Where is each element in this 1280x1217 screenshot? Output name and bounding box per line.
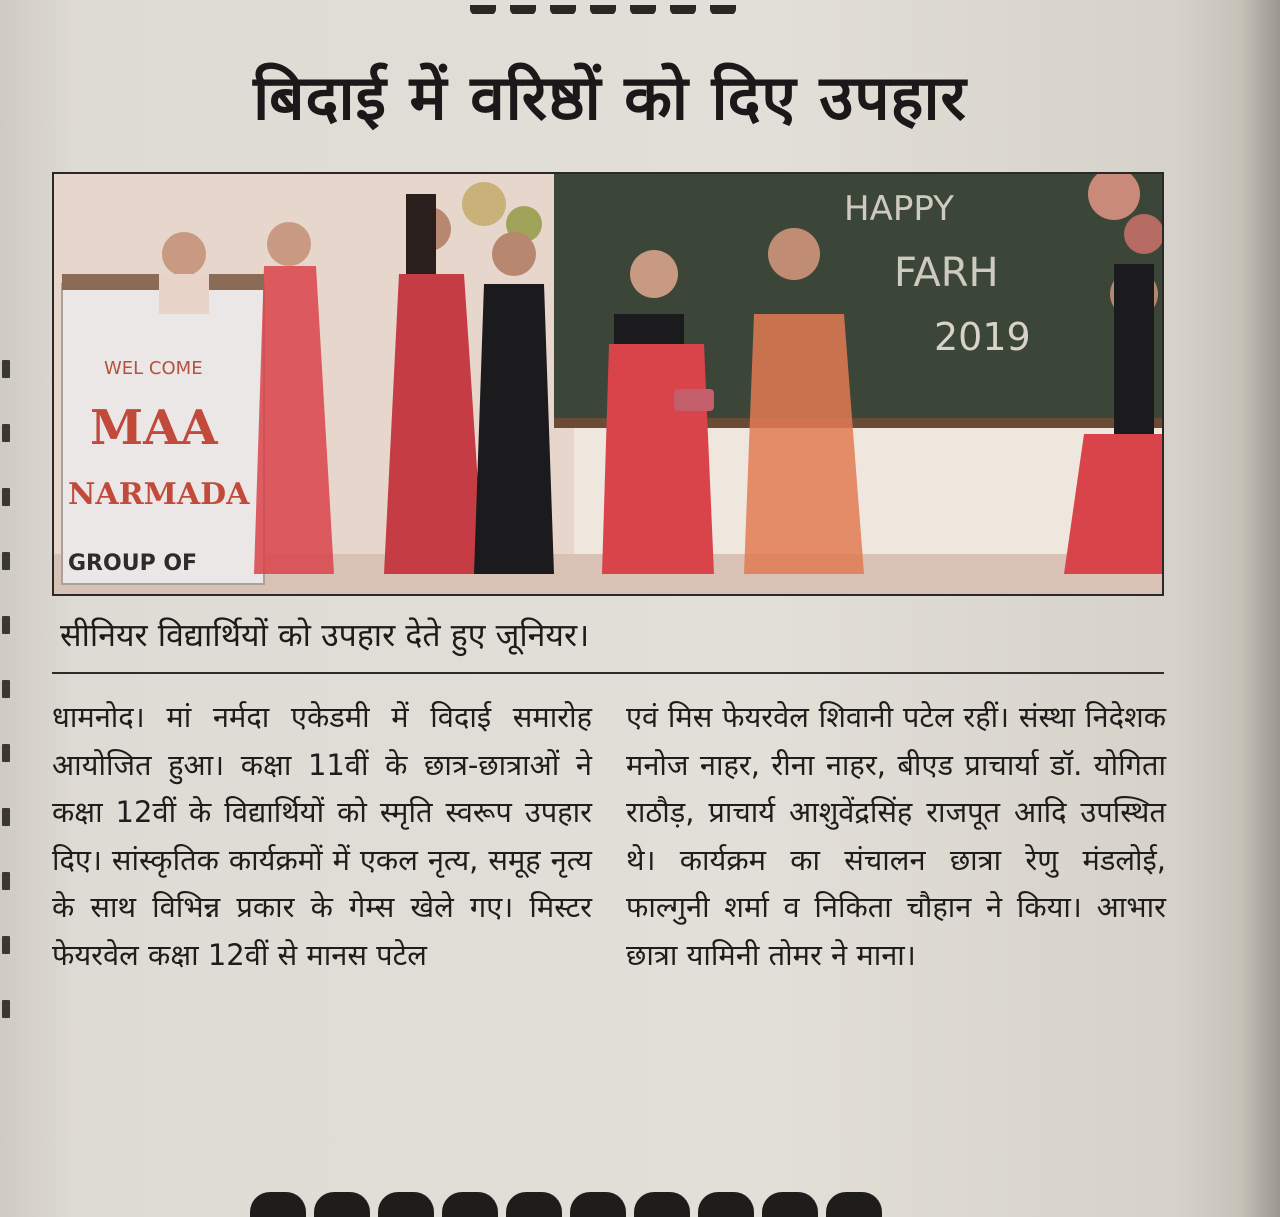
article-text-column-2: एवं मिस फेयरवेल शिवानी पटेल रहीं। संस्था निदेशक मनोज नाहर, रीना नाहर, बीएड प्राचार्या डॉ. योगिता राठौड़, प्राचार्य आशुवेंद्रसिंह राजपूत आदि उपस्थित थे। कार्यक्रम का संचालन छात्रा रेणु मंडलोई, फाल्गुनी शर्मा व निकिता चौहान ने किया। आभार छात्रा यामिनी तोमर ने माना। xyxy=(626,700,1166,972)
board-text-happy: HAPPY xyxy=(844,189,954,229)
article-column-2 xyxy=(626,694,1166,979)
banner-text-narmada: NARMADA xyxy=(68,477,250,512)
article-text-column-1: धामनोद। मां नर्मदा एकेडमी में विदाई समारोह आयोजित हुआ। कक्षा 11वीं के छात्र-छात्राओं ने कक्षा 12वीं के विद्यार्थियों को स्मृति स्वरूप उपहार दिए। सांस्कृतिक कार्यक्रमों में एकल नृत्य, समूह नृत्य के साथ विभिन्न प्रकार के गेम्स खेले गए। मिस्टर फेयरवेल कक्षा 12वीं से मानस पटेल xyxy=(52,700,592,972)
article-column-1 xyxy=(52,694,592,979)
board-text-year: 2019 xyxy=(934,315,1031,359)
left-column-cut-text xyxy=(0,360,26,1080)
board-text-farh: FARH xyxy=(894,250,999,296)
caption-divider xyxy=(52,672,1164,674)
banner-text-group: GROUP OF xyxy=(68,551,198,576)
article-photo xyxy=(52,172,1164,596)
previous-article-fragment xyxy=(470,0,800,14)
page-edge-shadow xyxy=(1240,0,1280,1217)
banner-text-welcome: WEL COME xyxy=(104,358,203,379)
farewell-photo-illustration xyxy=(54,174,1162,594)
photo-caption: सीनियर विद्यार्थियों को उपहार देते हुए जूनियर। xyxy=(60,616,590,654)
gift-box xyxy=(674,389,714,411)
article-headline: बिदाई में वरिष्ठों को दिए उपहार xyxy=(253,61,967,134)
banner-text-maa: MAA xyxy=(90,400,218,456)
next-article-headline-fragment xyxy=(250,1192,950,1217)
